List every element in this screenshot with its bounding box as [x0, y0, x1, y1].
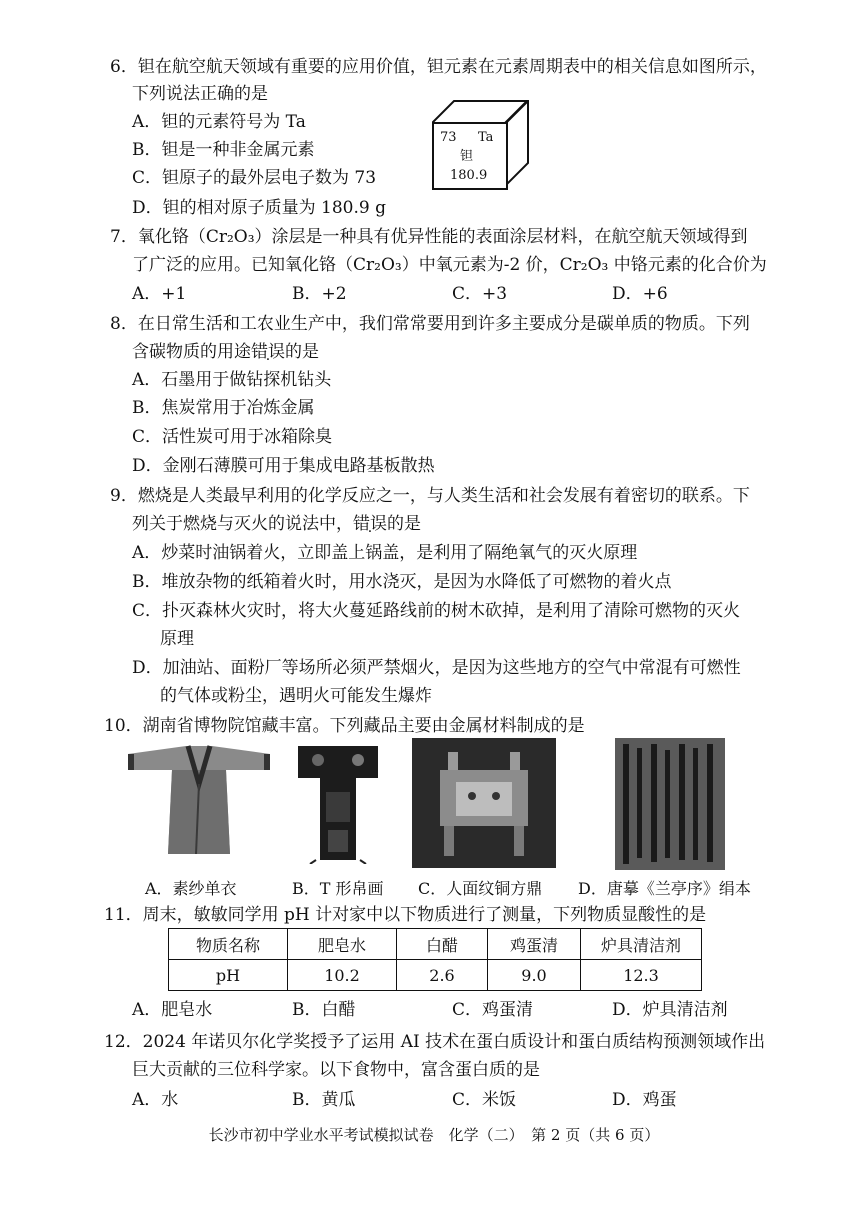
q9-option-c-line2: 原理 [160, 629, 194, 649]
q7-option-d: D．+6 [612, 284, 668, 304]
table-header-cell: 炉具清洁剂 [581, 929, 702, 960]
table-cell: 2.6 [397, 960, 488, 991]
element-atomic-number: 73 [440, 130, 457, 145]
q11-stem: 11．周末，敏敏同学用 pH 计对家中以下物质进行了测量，下列物质显酸性的是 [104, 905, 707, 925]
q7-stem-line2: 了广泛的应用。已知氧化铬（Cr₂O₃）中氧元素为-2 价，Cr₂O₃ 中铬元素的化合价为 [132, 255, 767, 275]
table-cell: pH [169, 960, 288, 991]
silk-painting-photo [296, 742, 380, 864]
element-atomic-mass: 180.9 [450, 168, 488, 183]
q7-option-a: A．+1 [132, 284, 187, 304]
q10-option-b: B．T 形帛画 [292, 879, 384, 898]
q7-option-c: C．+3 [452, 284, 508, 304]
q10-option-a: A．素纱单衣 [145, 879, 237, 898]
q9-option-d-line1: D．加油站、面粉厂等场所必须严禁烟火，是因为这些地方的空气中常混有可燃性 [132, 658, 741, 678]
q12-stem-line2: 巨大贡献的三位科学家。以下食物中，富含蛋白质的是 [132, 1060, 540, 1080]
bronze-ding-photo [412, 738, 556, 868]
table-cell: 9.0 [488, 960, 581, 991]
q11-option-b: B．白醋 [292, 1000, 356, 1020]
q7-option-b: B．+2 [292, 284, 347, 304]
q6-stem-line1: 6．钽在航空航天领域有重要的应用价值，钽元素在元素周期表中的相关信息如图所示， [110, 57, 767, 77]
q9-stem-line2 [132, 512, 421, 536]
ph-table [168, 928, 702, 991]
element-cell-side [505, 100, 529, 186]
calligraphy-scroll-photo [615, 738, 725, 870]
q11-option-c: C．鸡蛋清 [452, 1000, 534, 1020]
robe-photo [126, 744, 272, 862]
page-footer: 长沙市初中学业水平考试模拟试卷 化学（二） 第 2 页（共 6 页） [208, 1126, 660, 1144]
table-header-cell: 鸡蛋清 [488, 929, 581, 960]
q6-option-d: D．钽的相对原子质量为 180.9 g [132, 198, 386, 218]
table-row [169, 929, 702, 960]
q9-option-b: B．堆放杂物的纸箱着火时，用水浇灭，是因为水降低了可燃物的着火点 [132, 572, 672, 592]
q9-option-d-line2: 的气体或粉尘，遇明火可能发生爆炸 [160, 686, 432, 706]
element-cell-front [432, 122, 508, 190]
q6-option-b: B．钽是一种非金属元素 [132, 140, 315, 160]
table-header-cell: 物质名称 [169, 929, 288, 960]
table-header-cell: 肥皂水 [288, 929, 397, 960]
q8-option-a: A．石墨用于做钻探机钻头 [132, 370, 332, 390]
q9-stem-emphasis: 错误 [353, 514, 387, 534]
table-cell: 12.3 [581, 960, 702, 991]
q9-option-c-line1: C．扑灭森林火灾时，将大火蔓延路线前的树木砍掉，是利用了清除可燃物的灭火 [132, 601, 741, 621]
q12-stem-line1: 12．2024 年诺贝尔化学奖授予了运用 AI 技术在蛋白质设计和蛋白质结构预测领域作出 [104, 1032, 766, 1052]
element-symbol: Ta [478, 130, 494, 145]
q8-option-d: D．金刚石薄膜可用于集成电路基板散热 [132, 456, 435, 476]
q10-option-c: C．人面纹铜方鼎 [418, 879, 543, 898]
q8-stem-post: 的是 [285, 342, 319, 362]
q9-stem-line1: 9．燃烧是人类最早利用的化学反应之一，与人类生活和社会发展有着密切的联系。下 [110, 486, 750, 506]
q8-option-b: B．焦炭常用于冶炼金属 [132, 398, 315, 418]
q10-option-d: D．唐摹《兰亭序》绢本 [578, 879, 751, 898]
element-name: 钽 [460, 149, 474, 164]
q12-option-d: D．鸡蛋 [612, 1090, 677, 1110]
q9-option-a: A．炒菜时油锅着火，立即盖上锅盖，是利用了隔绝氧气的灭火原理 [132, 543, 638, 563]
table-header-cell: 白醋 [397, 929, 488, 960]
q12-option-b: B．黄瓜 [292, 1090, 356, 1110]
q11-option-a: A．肥皂水 [132, 1000, 213, 1020]
table-cell: 10.2 [288, 960, 397, 991]
q12-option-c: C．米饭 [452, 1090, 517, 1110]
q8-stem-line2 [132, 340, 319, 364]
q8-stem-pre: 含碳物质的用途 [132, 342, 251, 362]
q9-stem-post: 的是 [387, 514, 421, 534]
q6-stem-line2: 下列说法正确的是 [132, 84, 268, 104]
q11-option-d: D．炉具清洁剂 [612, 1000, 728, 1020]
q8-stem-emphasis: 错误 [251, 342, 285, 362]
q10-stem: 10．湖南省博物院馆藏丰富。下列藏品主要由金属材料制成的是 [104, 716, 585, 736]
q6-option-c: C．钽原子的最外层电子数为 73 [132, 168, 377, 188]
q8-stem-line1: 8．在日常生活和工农业生产中，我们常常要用到许多主要成分是碳单质的物质。下列 [110, 314, 750, 334]
q6-option-a: A．钽的元素符号为 Ta [132, 112, 306, 132]
q12-option-a: A．水 [132, 1090, 179, 1110]
q9-stem-pre: 列关于燃烧与灭火的说法中， [132, 514, 353, 534]
table-row [169, 960, 702, 991]
q7-stem-line1: 7．氧化铬（Cr₂O₃）涂层是一种具有优异性能的表面涂层材料，在航空航天领域得到 [110, 227, 748, 247]
q8-option-c: C．活性炭可用于冰箱除臭 [132, 427, 333, 447]
